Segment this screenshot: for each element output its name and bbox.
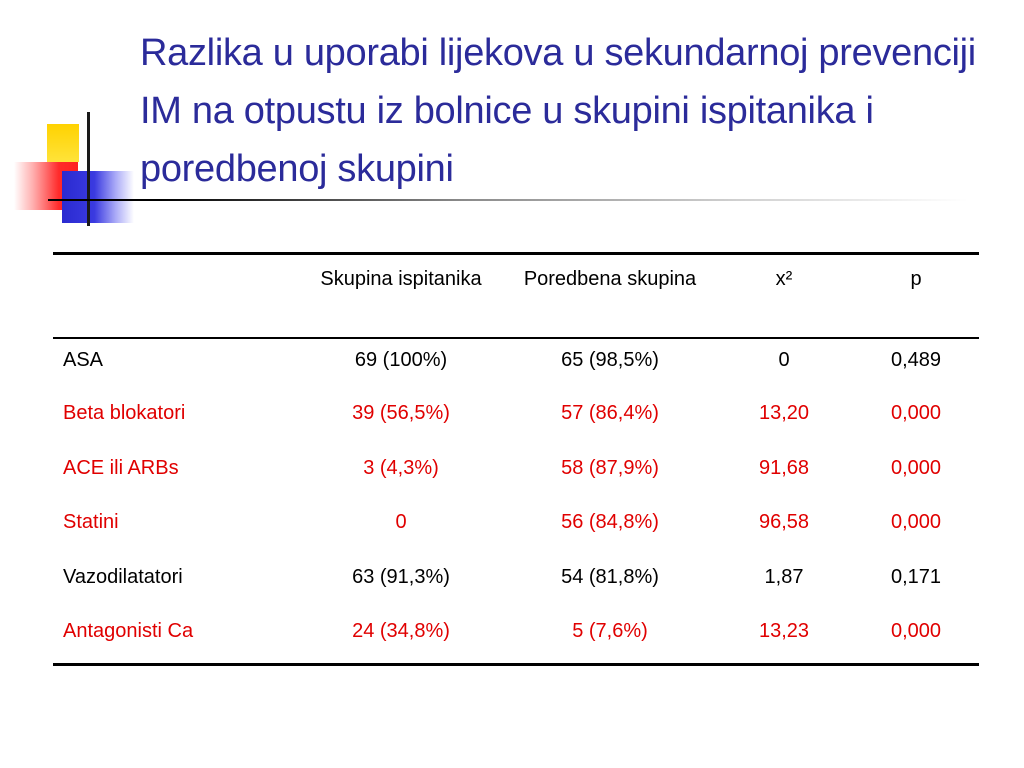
control-value-cell: 56 (84,8%) [561, 511, 659, 533]
chi2-value-cell: 0 [778, 348, 790, 371]
control-value-cell: 54 (81,8%) [561, 565, 659, 588]
p-value-cell: 0,000 [890, 402, 942, 424]
header-cell-control: Poredbena skupina [523, 268, 697, 290]
p-value-cell: 0,171 [890, 565, 942, 588]
header-cell-p: p [910, 268, 922, 290]
header-cell-group: Skupina ispitanika [320, 268, 482, 290]
chi2-value-cell: 91,68 [758, 456, 810, 479]
group-value-cell: 63 (91,3%) [352, 565, 450, 588]
chi2-value-cell: 1,87 [764, 565, 804, 588]
row-label-cell: Beta blokatori [63, 402, 186, 424]
p-value-cell: 0,489 [890, 348, 942, 371]
group-value-cell: 69 (100%) [354, 348, 448, 371]
chi2-value-cell: 13,20 [758, 402, 810, 424]
chi2-value-cell: 96,58 [758, 511, 810, 533]
row-label-cell: Vazodilatatori [63, 565, 183, 588]
table-row [53, 392, 979, 447]
chi2-value-cell: 13,23 [758, 620, 810, 642]
table-row [53, 338, 979, 393]
p-value-cell: 0,000 [890, 511, 942, 533]
header-cell-chi2: x² [775, 268, 793, 290]
group-value-cell: 39 (56,5%) [352, 402, 450, 424]
table-row [53, 556, 979, 611]
logo-blue-square [62, 171, 134, 223]
table-row [53, 610, 979, 665]
control-value-cell: 58 (87,9%) [561, 456, 659, 479]
p-value-cell: 0,000 [890, 456, 942, 479]
control-value-cell: 5 (7,6%) [572, 620, 648, 642]
group-value-cell: 24 (34,8%) [352, 620, 450, 642]
control-value-cell: 65 (98,5%) [561, 348, 659, 371]
row-label-cell: ASA [63, 348, 104, 371]
table-row [53, 501, 979, 556]
group-value-cell: 3 (4,3%) [363, 456, 439, 479]
group-value-cell: 0 [395, 511, 407, 533]
table-row [53, 447, 979, 502]
row-label-cell: ACE ili ARBs [63, 456, 179, 479]
row-label-cell: Antagonisti Ca [63, 620, 194, 642]
header-cell-label [53, 254, 297, 338]
title-underline [48, 199, 968, 201]
logo-yellow-square [47, 124, 79, 162]
table-header-row [53, 254, 979, 338]
control-value-cell: 57 (86,4%) [561, 402, 659, 424]
slide-title: Razlika u uporabi lijekova u sekundarnoj prevenciji IM na otpustu iz bolnice u skupini ispitanika i poredbenoj skupini [140, 32, 976, 190]
logo-vertical-line [87, 112, 90, 226]
p-value-cell: 0,000 [890, 620, 942, 642]
results-table [53, 252, 979, 666]
row-label-cell: Statini [63, 511, 119, 533]
